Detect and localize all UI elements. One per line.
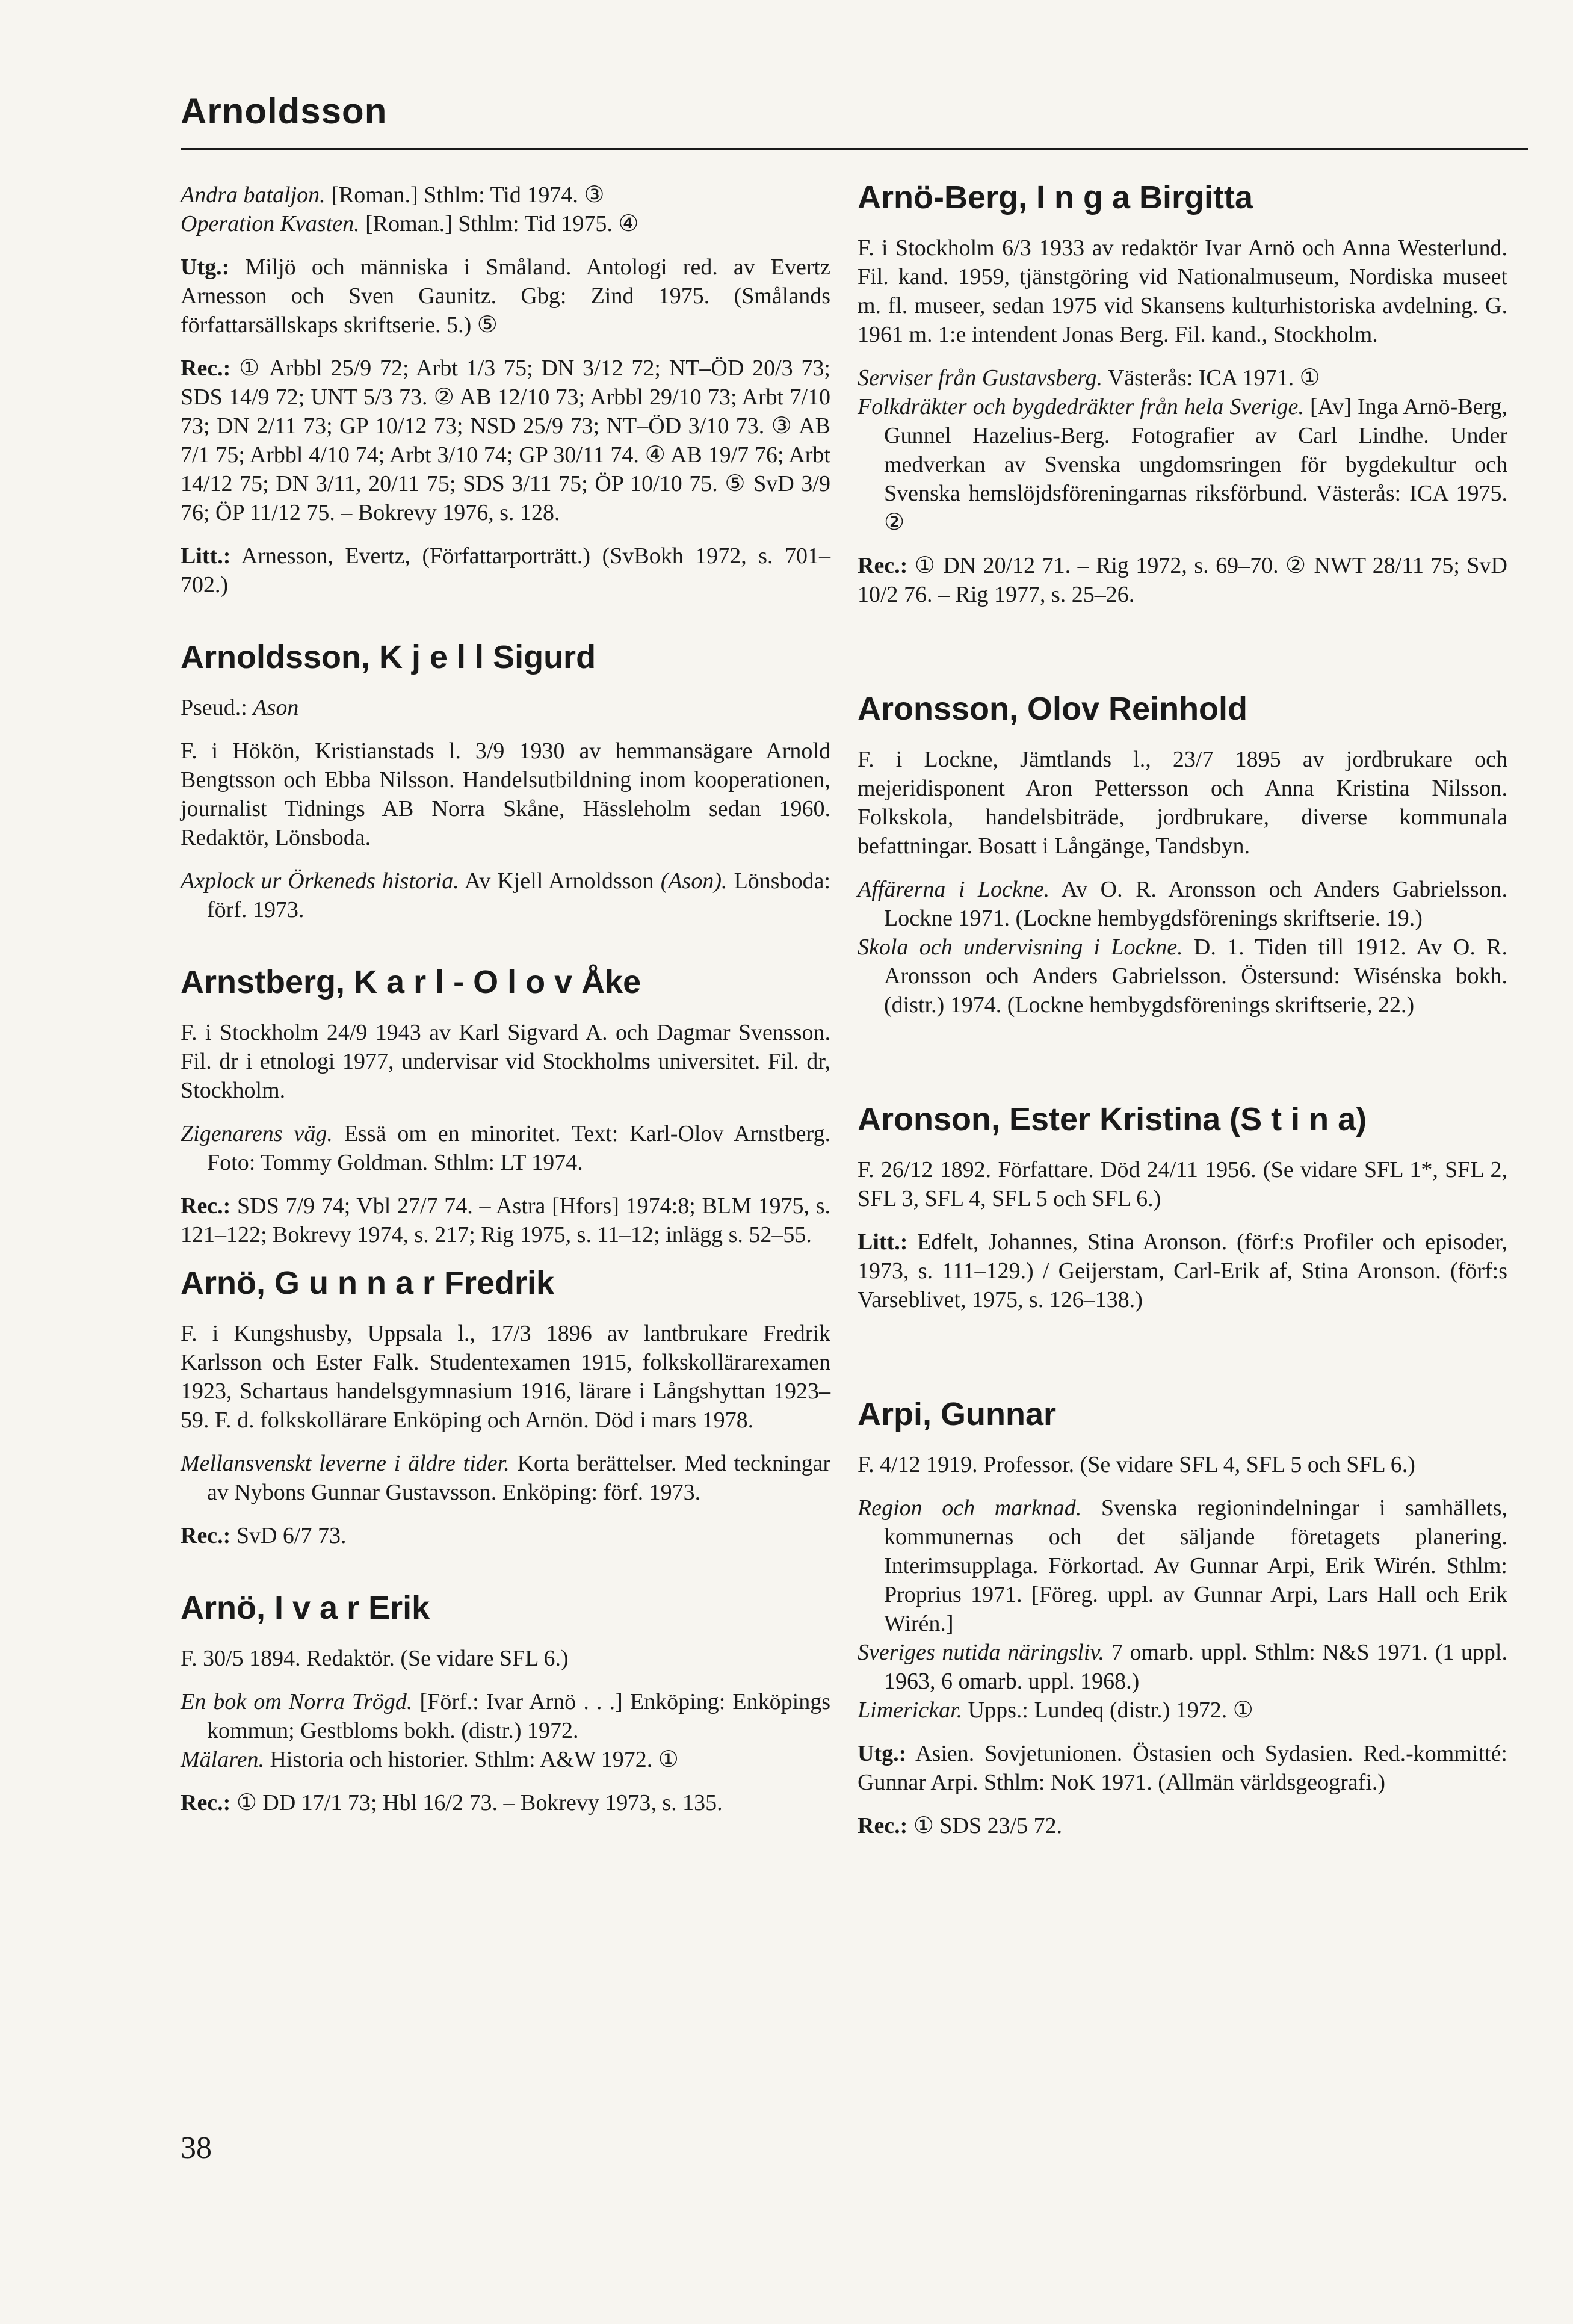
rec-paragraph bbox=[858, 1811, 1507, 1840]
rec-label: Rec.: bbox=[181, 356, 231, 381]
pseud-label: Pseud.: bbox=[181, 695, 247, 720]
work-title: Mälaren. bbox=[181, 1747, 264, 1772]
running-head: Arnoldsson bbox=[181, 91, 388, 131]
work-skola bbox=[858, 933, 1507, 1019]
rec-paragraph bbox=[858, 551, 1507, 609]
work-region-och-marknad bbox=[858, 1494, 1507, 1638]
rec-paragraph bbox=[181, 354, 830, 527]
bio-kjell: F. i Hökön, Kristianstads l. 3/9 1930 av hemmansägare Arnold Bengtsson och Ebba Nilsson. Handelsutbildning inom kooperationen, journalist Tidnings AB Norra Skåne, Hässleholm sedan 1960. Redaktör, Lönsboda. bbox=[181, 738, 830, 850]
work-details: [Förf.: Ivar Arnö . . .] Enköping: Enköpings kommun; Gestbloms bokh. (distr.) 1972. bbox=[207, 1689, 830, 1743]
work-details: 7 omarb. uppl. Sthlm: N&S 1971. (1 uppl. 1963, 6 omarb. uppl. 1968.) bbox=[884, 1640, 1507, 1694]
entry-heading-arpi: Arpi, Gunnar bbox=[858, 1396, 1057, 1432]
work-details: Av Kjell Arnoldsson bbox=[459, 868, 661, 894]
rec-label: Rec.: bbox=[181, 1193, 231, 1219]
rec-text: ① DN 20/12 71. – Rig 1972, s. 69–70. ② NWT 28/11 75; SvD 10/2 76. – Rig 1977, s. 25–26. bbox=[858, 553, 1507, 607]
rec-text: SDS 7/9 74; Vbl 27/7 74. – Astra [Hfors] 1974:8; BLM 1975, s. 121–122; Bokrevy 1974, s. 217; Rig 1975, s. 11–12; inlägg s. 52–55. bbox=[181, 1193, 830, 1247]
rec-text: ① Arbbl 25/9 72; Arbt 1/3 75; DN 3/12 72; NT–ÖD 20/3 73; SDS 14/9 72; UNT 5/3 73. ② AB 12/10 73; Arbbl 29/10 73; Arbt 7/10 73; DN 2/11 73; GP 10/12 73; NSD 25/9 73; NT–ÖD 3/10 73. ③ AB 7/1 75; Arbbl 4/10 74; Arbt 3/10 74; GP 30/11 74. ④ AB 19/7 76; Arbt 14/12 75; DN 3/11, 20/11 75; SDS 3/11 75; ÖP 10/10 75. ⑤ SvD 3/9 76; ÖP 11/12 75. – Bokrevy 1976, s. 128. bbox=[181, 356, 830, 525]
work-details: [Roman.] Sthlm: Tid 1975. ④ bbox=[359, 211, 639, 236]
work-pseud: (Ason). bbox=[660, 868, 728, 894]
page-number: 38 bbox=[181, 2131, 212, 2165]
work-details: Essä om en minoritet. Text: Karl-Olov Arnstberg. Foto: Tommy Goldman. Sthlm: LT 1974. bbox=[207, 1121, 830, 1175]
utg-paragraph bbox=[181, 253, 830, 339]
utg-label: Utg.: bbox=[858, 1741, 907, 1766]
bio-olov: F. i Lockne, Jämtlands l., 23/7 1895 av jordbrukare och mejeridisponent Aron Pettersson och Anna Kristina Nilsson. Folkskola, handelsbiträde, jordbrukare, diverse kommunala befattningar. Bosatt i Långänge, Tandsbyn. bbox=[858, 747, 1507, 859]
work-folkdrakter bbox=[858, 392, 1507, 537]
work-affarerna bbox=[858, 875, 1507, 933]
work-title: Mellansvenskt leverne i äldre tider. bbox=[181, 1451, 510, 1476]
work-sveriges-naringsliv bbox=[858, 1638, 1507, 1696]
work-details: Av O. R. Aronsson och Anders Gabrielsson. Lockne 1971. (Lockne hembygdsförenings skriftserie. 19.) bbox=[884, 877, 1507, 931]
utg-text: Asien. Sovjetunionen. Östasien och Sydasien. Red.-kommitté: Gunnar Arpi. Sthlm: NoK 1971. (Allmän världsgeografi.) bbox=[858, 1741, 1507, 1795]
bio-gunnar-arno: F. i Kungshusby, Uppsala l., 17/3 1896 av lantbrukare Fredrik Karlsson och Ester Falk. Studentexamen 1915, folkskollärarexamen 1923, Schartaus handelsgymnasium 1916, lärare i Långshyttan 1923–59. F. d. folkskollärare Enköping och Arnön. Död i mars 1978. bbox=[181, 1321, 830, 1433]
work-details: Korta berättelser. Med teckningar av Nybons Gunnar Gustavsson. Enköping: förf. 1973. bbox=[207, 1451, 830, 1505]
work-operation-kvasten bbox=[181, 209, 830, 238]
pseud-line bbox=[181, 693, 830, 722]
entry-heading-inga: Arnö-Berg, I n g a Birgitta bbox=[858, 179, 1253, 215]
work-details: [Av] Inga Arnö-Berg, Gunnel Hazelius-Berg. Fotografier av Carl Lindhe. Under medverkan av Svenska ungdomsringen för bygdekultur och Svenska hemslöjdsföreningarnas riksförbund. Västerås: ICA 1975. ② bbox=[884, 394, 1507, 535]
utg-label: Utg.: bbox=[181, 255, 230, 280]
work-title: Operation Kvasten. bbox=[181, 211, 360, 236]
entry-heading-gunnar-arno: Arnö, G u n n a r Fredrik bbox=[181, 1265, 555, 1301]
rec-text: ① SDS 23/5 72. bbox=[907, 1813, 1063, 1838]
rec-text: ① DD 17/1 73; Hbl 16/2 73. – Bokrevy 1973, s. 135. bbox=[230, 1790, 723, 1816]
work-serviser bbox=[858, 363, 1507, 392]
litt-paragraph bbox=[858, 1228, 1507, 1314]
litt-label: Litt.: bbox=[181, 543, 231, 569]
work-title: Axplock ur Örkeneds historia. bbox=[181, 868, 459, 894]
work-details: Västerås: ICA 1971. ① bbox=[1102, 365, 1320, 391]
rec-paragraph bbox=[181, 1191, 830, 1249]
work-zigenarens-vag bbox=[181, 1119, 830, 1177]
entry-heading-ivar: Arnö, I v a r Erik bbox=[181, 1590, 430, 1626]
litt-text: Edfelt, Johannes, Stina Aronson. (förf:s Profiler och episoder, 1973, s. 111–129.) / Geijerstam, Carl-Erik af, Stina Aronson. (förf:s Varseblivet, 1975, s. 126–138.) bbox=[858, 1229, 1507, 1312]
work-andra-bataljon bbox=[181, 181, 830, 209]
rec-paragraph bbox=[181, 1788, 830, 1817]
bio-ester: F. 26/12 1892. Författare. Död 24/11 1956. (Se vidare SFL 1*, SFL 2, SFL 3, SFL 4, SFL 5 och SFL 6.) bbox=[858, 1157, 1507, 1211]
bio-arpi: F. 4/12 1919. Professor. (Se vidare SFL 4, SFL 5 och SFL 6.) bbox=[858, 1452, 1415, 1477]
work-title: Affärerna i Lockne. bbox=[858, 877, 1050, 902]
header-rule bbox=[181, 148, 1528, 150]
work-title: Limerickar. bbox=[858, 1698, 963, 1723]
bio-inga: F. i Stockholm 6/3 1933 av redaktör Ivar Arnö och Anna Westerlund. Fil. kand. 1959, tjänstgöring vid Nationalmuseum, Nordiska museet m. fl. museer, sedan 1975 vid Skansens kulturhistoriska avdelning. G. 1961 m. 1:e intendent Jonas Berg. Fil. kand., Stockholm. bbox=[858, 235, 1507, 347]
right-column bbox=[858, 178, 1507, 1855]
work-limerickar bbox=[858, 1696, 1507, 1725]
work-title: Serviser från Gustavsberg. bbox=[858, 365, 1103, 391]
work-title: Sveriges nutida näringsliv. bbox=[858, 1640, 1105, 1665]
work-axplock bbox=[181, 867, 830, 924]
work-title: Andra bataljon. bbox=[181, 182, 326, 208]
left-column bbox=[181, 181, 830, 1832]
rec-label: Rec.: bbox=[181, 1523, 231, 1548]
work-title: Folkdräkter och bygdedräkter från hela Sverige. bbox=[858, 394, 1304, 419]
work-title: Zigenarens väg. bbox=[181, 1121, 333, 1146]
rec-paragraph bbox=[181, 1521, 830, 1550]
work-details: Svenska regionindelningar i samhällets, kommunernas och det säljande företagets planering. Interimsupplaga. Förkortad. Av Gunnar Arpi, Erik Wirén. Sthlm: Proprius 1971. [Föreg. uppl. av Gunnar Arpi, Lars Hall och Erik Wirén.] bbox=[884, 1495, 1507, 1636]
litt-label: Litt.: bbox=[858, 1229, 908, 1255]
work-title: Skola och undervisning i Lockne. bbox=[858, 935, 1183, 960]
entry-heading-ester: Aronson, Ester Kristina (S t i n a) bbox=[858, 1101, 1367, 1137]
rec-text: SvD 6/7 73. bbox=[230, 1523, 347, 1548]
bio-ivar: F. 30/5 1894. Redaktör. (Se vidare SFL 6.) bbox=[181, 1646, 569, 1671]
work-norra-trogd bbox=[181, 1687, 830, 1745]
litt-paragraph bbox=[181, 542, 830, 599]
work-details: D. 1. Tiden till 1912. Av O. R. Aronsson och Anders Gabrielsson. Östersund: Wisénska bokh. (distr.) 1974. (Lockne hembygdsförenings skriftserie, 22.) bbox=[884, 935, 1507, 1018]
bio-karl-olov: F. i Stockholm 24/9 1943 av Karl Sigvard A. och Dagmar Svensson. Fil. dr i etnologi 1977, undervisar vid Stockholms universitet. Fil. dr, Stockholm. bbox=[181, 1020, 830, 1103]
work-malaren bbox=[181, 1745, 830, 1774]
rec-label: Rec.: bbox=[858, 1813, 908, 1838]
work-mellansvenskt bbox=[181, 1449, 830, 1507]
litt-text: Arnesson, Evertz, (Författarporträtt.) (SvBokh 1972, s. 701–702.) bbox=[181, 543, 830, 598]
work-details: [Roman.] Sthlm: Tid 1974. ③ bbox=[325, 182, 605, 208]
utg-paragraph bbox=[858, 1739, 1507, 1797]
utg-text: Miljö och människa i Småland. Antologi red. av Evertz Arnesson och Sven Gaunitz. Gbg: Zind 1975. (Smålands författarsällskaps skriftserie. 5.) ⑤ bbox=[181, 255, 830, 338]
entry-heading-karl-olov: Arnstberg, K a r l - O l o v Åke bbox=[181, 964, 641, 1000]
work-details: Historia och historier. Sthlm: A&W 1972. ① bbox=[264, 1747, 679, 1772]
pseud-value: Ason bbox=[253, 695, 299, 720]
entry-heading-kjell: Arnoldsson, K j e l l Sigurd bbox=[181, 639, 596, 675]
rec-label: Rec.: bbox=[181, 1790, 231, 1816]
work-details: Upps.: Lundeq (distr.) 1972. ① bbox=[962, 1698, 1253, 1723]
work-title: Region och marknad. bbox=[858, 1495, 1082, 1521]
work-title: En bok om Norra Trögd. bbox=[181, 1689, 413, 1714]
entry-heading-olov: Aronsson, Olov Reinhold bbox=[858, 691, 1248, 727]
rec-label: Rec.: bbox=[858, 553, 908, 578]
work-details: Lönsboda: förf. 1973. bbox=[207, 868, 830, 922]
